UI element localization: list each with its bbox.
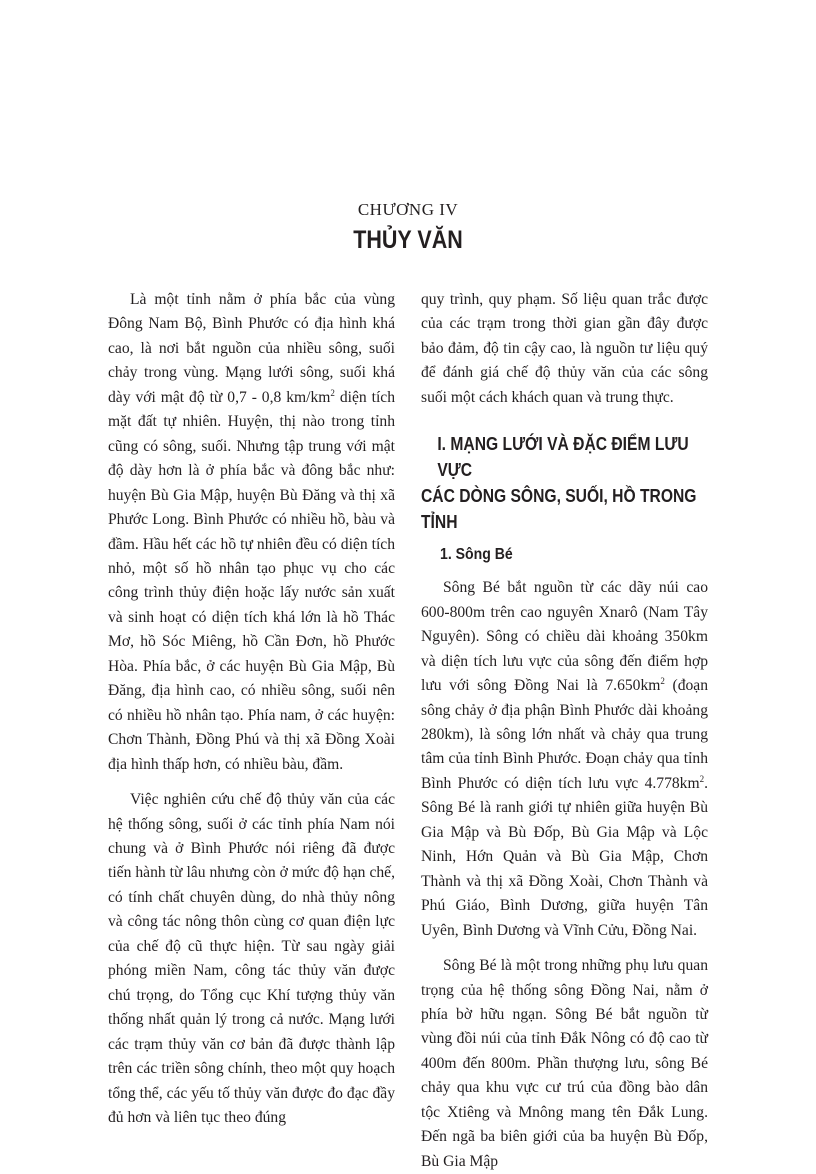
paragraph: Việc nghiên cứu chế độ thủy văn của các hệ thống sông, suối ở các tỉnh phía Nam nói chung và ở Bình Phước nói riêng đã được tiến hành từ lâu nhưng còn ở mức độ hạn chế, có tính chất chuyên dùng, do nhà thủy nông và công tác nông thôn cùng cơ quan điện lực của chế độ cũ thực hiện. Từ sau ngày giải phóng miền Nam, công tác thủy văn được chú trọng, do Tổng cục Khí tượng thủy văn thống nhất quản lý trong cả nước. Mạng lưới các trạm thủy văn cơ bản đã được thành lập trên các triền sông chính, theo một quy hoạch tổng thể, các yếu tố thủy văn được đo đạc đầy đủ hơn và liên tục theo đúng <box>108 791 395 1126</box>
chapter-title: THỦY VĂN <box>353 226 463 254</box>
paragraph-text: Sông Bé bắt nguồn từ các dãy núi cao 600-800m trên cao nguyên Xnarô (Nam Tây Nguyên). Sông có chiều dài khoảng 350km và diện tích lưu vực của sông đến điểm hợp lưu với sông Đồng Nai là 7.650km <box>421 579 708 695</box>
paragraph <box>108 288 395 777</box>
section-heading-line: I. MẠNG LƯỚI VÀ ĐẶC ĐIỂM LƯU VỰC <box>437 434 689 481</box>
superscript: 2 <box>330 387 335 398</box>
paragraph-text: Là một tỉnh nằm ở phía bắc của vùng Đông Nam Bộ, Bình Phước có địa hình khá cao, là nơi bắt nguồn của nhiều sông, suối chảy trong vùng. Mạng lưới sông, suối khá dày với mật độ từ 0,7 - 0,8 km/km <box>108 291 395 406</box>
section-heading-line: CÁC DÒNG SÔNG, SUỐI, HỒ TRONG TỈNH <box>421 486 697 533</box>
superscript: 2 <box>660 675 665 686</box>
subsection-heading: 1. Sông Bé <box>440 546 513 564</box>
paragraph-continuation: quy trình, quy phạm. Số liệu quan trắc được của các trạm trong thời gian gần đây được bảo đảm, độ tin cậy cao, là nguồn tư liệu quý để đánh giá chế độ thủy văn của các sông suối một cách khách quan và trung thực. <box>421 291 708 406</box>
paragraph-text: (đoạn sông chảy ở địa phận Bình Phước dài khoảng 280km), là sông lớn nhất và chảy qua trung tâm của tỉnh Bình Phước. Đoạn chảy qua tỉnh Bình Phước có diện tích lưu vực 4.778km <box>421 677 709 792</box>
paragraph-text: diện tích mặt đất tự nhiên. Huyện, thị nào trong tỉnh cũng có sông, suối. Nhưng tập trung với mật độ dày hơn là ở phía bắc và đông bắc như: huyện Bù Gia Mập, huyện Bù Đăng và thị xã Phước Long. Bình Phước có nhiều hồ, bàu và đầm. Hầu hết các hồ tự nhiên đều có diện tích nhỏ, một số hồ nhân tạo phục vụ cho các công trình thủy điện hoặc lấy nước sản xuất và sinh hoạt có diện tích khá lớn là hồ Thác Mơ, hồ Sóc Miêng, hồ Cần Đơn, hồ Phước Hòa. Phía bắc, ở các huyện Bù Gia Mập, Bù Đăng, địa hình cao, có nhiều sông, suối nên có nhiều hồ nhân tạo. Phía nam, ở các huyện: Chơn Thành, Đồng Phú và thị xã Đồng Xoài địa hình thấp hơn, có nhiều bàu, đầm. <box>108 388 396 773</box>
paragraph-text: . Sông Bé là ranh giới tự nhiên giữa huyện Bù Gia Mập và Bù Đốp, Bù Gia Mập và Lộc Ninh, Hớn Quản và Bù Gia Mập, Chơn Thành và thị xã Đồng Xoài, Chơn Thành và Phú Giáo, Bình Dương, giữa huyện Tân Uyên, Bình Dương và Vĩnh Cửu, Đồng Nai. <box>421 774 708 939</box>
left-column <box>108 288 395 1130</box>
paragraph <box>421 576 708 943</box>
section-heading <box>421 431 708 535</box>
superscript: 2 <box>699 773 705 784</box>
right-column <box>421 288 708 1174</box>
paragraph: Sông Bé là một trong những phụ lưu quan trọng của hệ thống sông Đồng Nai, nằm ở phía bờ hữu ngạn. Sông Bé bắt nguồn từ vùng đồi núi của tỉnh Đắk Nông có độ cao từ 400m đến 800m. Phần thượng lưu, sông Bé chảy qua khu vực cư trú của đồng bào dân tộc Xtiêng và Mnông mang tên Đắk Lung. Đến ngã ba biên giới của ba huyện Bù Đốp, Bù Gia Mập <box>421 957 708 1170</box>
chapter-label: CHƯƠNG IV <box>357 200 459 219</box>
